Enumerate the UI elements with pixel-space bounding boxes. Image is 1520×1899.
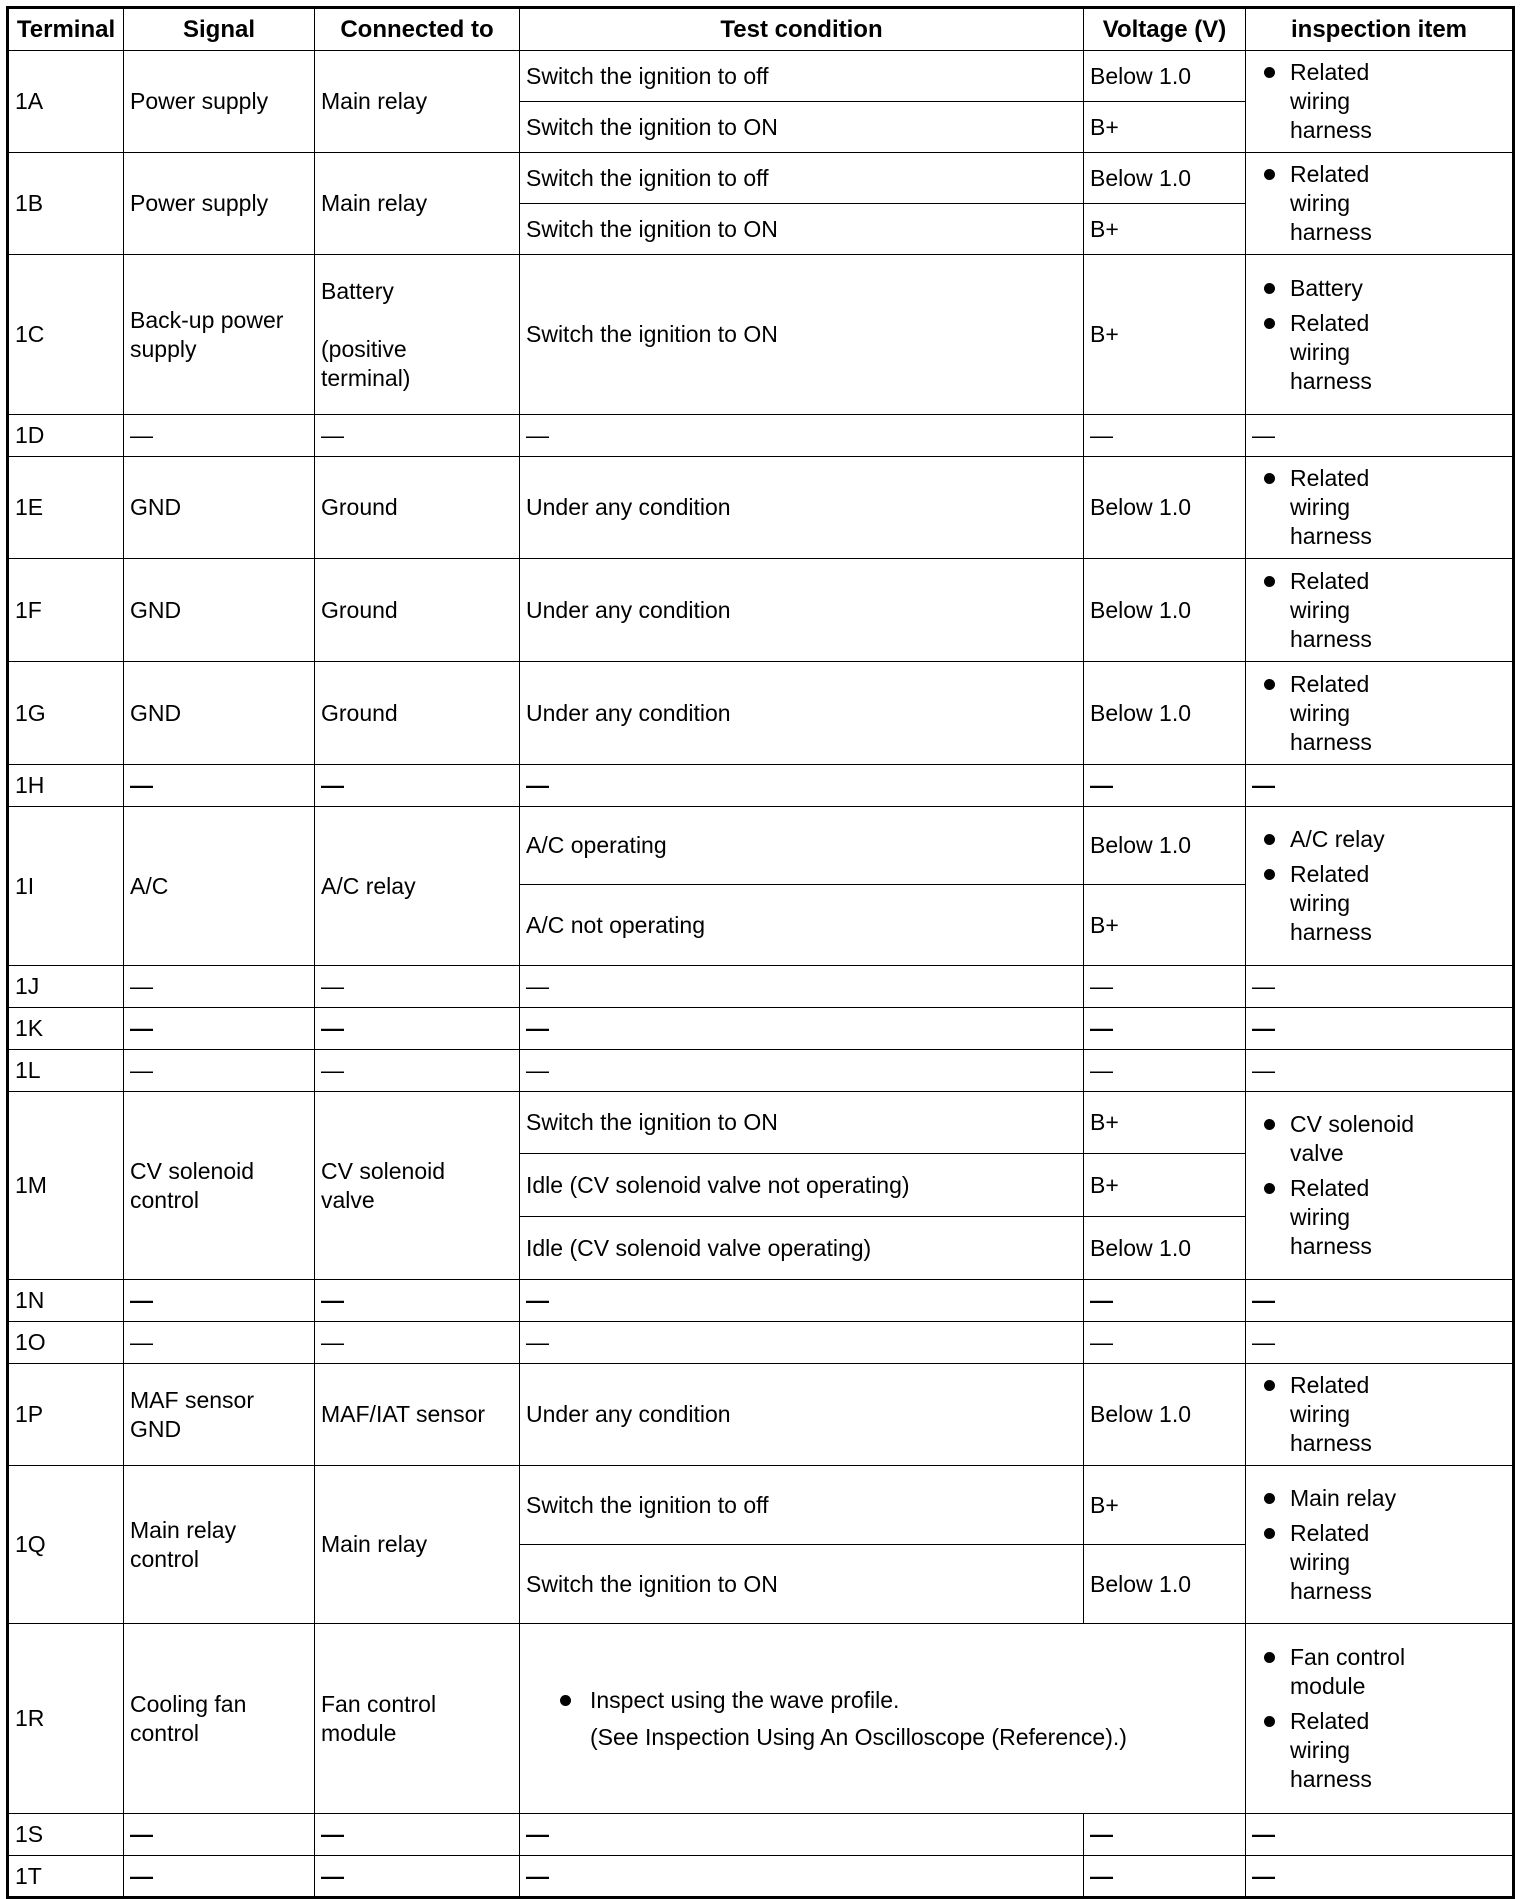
connected-to-cell: Ground [315,662,520,765]
signal-cell: Cooling fan control [124,1624,315,1814]
table-row [8,1322,1514,1364]
inspection-item-cell [1246,255,1514,415]
signal-cell: Power supply [124,51,315,153]
connected-to-cell: MAF/IAT sensor [315,1364,520,1466]
inspection-item-dash: — [1246,1856,1514,1898]
voltage-cell: Below 1.0 [1084,662,1246,765]
connected-to-dash: — [315,765,520,807]
test-condition-dash: — [520,1322,1084,1364]
inspection-item-dash: — [1246,1050,1514,1092]
test-condition-cell: A/C operating [520,807,1084,885]
terminal-cell: 1J [8,966,124,1008]
voltage-cell: B+ [1084,102,1246,153]
signal-dash: — [124,1280,315,1322]
header-terminal: Terminal [8,8,124,51]
test-condition-dash: — [520,1050,1084,1092]
inspection-item-list [1250,670,1506,757]
terminal-inspection-table [6,6,1515,1899]
voltage-cell: B+ [1084,1154,1246,1217]
voltage-cell: Below 1.0 [1084,1217,1246,1280]
voltage-cell: Below 1.0 [1084,457,1246,559]
inspection-item-cell [1246,1624,1514,1814]
signal-cell: Back-up power supply [124,255,315,415]
test-condition-cell: Switch the ignition to ON [520,255,1084,415]
connected-to-dash: — [315,1322,520,1364]
table-row [8,966,1514,1008]
terminal-cell: 1N [8,1280,124,1322]
inspection-item-list [1250,464,1506,551]
test-condition-cell: A/C not operating [520,885,1084,966]
signal-cell: GND [124,662,315,765]
inspection-item-cell [1246,807,1514,966]
signal-dash: — [124,765,315,807]
voltage-cell: Below 1.0 [1084,153,1246,204]
test-condition-cell: Switch the ignition to off [520,1466,1084,1545]
voltage-dash: — [1084,1280,1246,1322]
inspection-item: Main relay [1290,1484,1506,1513]
inspection-item: Related wiring harness [1290,1519,1506,1606]
inspection-item-cell [1246,662,1514,765]
voltage-dash: — [1084,1008,1246,1050]
wave-reference: (See Inspection Using An Oscilloscope (Reference).) [590,1723,1127,1750]
test-condition-dash: — [520,1814,1084,1856]
inspection-item: Battery [1290,274,1506,303]
inspection-item-dash: — [1246,1280,1514,1322]
voltage-cell: Below 1.0 [1084,807,1246,885]
connected-to-cell: Main relay [315,153,520,255]
wave-inspection-cell [520,1624,1246,1814]
connected-to-cell: Ground [315,457,520,559]
test-condition-cell: Idle (CV solenoid valve operating) [520,1217,1084,1280]
inspection-item: Related wiring harness [1290,58,1506,145]
connected-to-dash: — [315,1856,520,1898]
test-condition-cell: Under any condition [520,662,1084,765]
terminal-cell: 1B [8,153,124,255]
table-row [8,1008,1514,1050]
header-signal: Signal [124,8,315,51]
table-row [8,1466,1514,1545]
inspection-item-list [1250,1484,1506,1606]
connected-to-dash: — [315,1280,520,1322]
test-condition-cell: Switch the ignition to ON [520,1092,1084,1154]
table-row [8,807,1514,885]
inspection-item-dash: — [1246,1322,1514,1364]
table-row [8,1050,1514,1092]
voltage-dash: — [1084,1322,1246,1364]
voltage-dash: — [1084,765,1246,807]
test-condition-cell: Switch the ignition to off [520,153,1084,204]
signal-cell: MAF sensor GND [124,1364,315,1466]
inspection-item-list [1250,825,1506,947]
table-row [8,415,1514,457]
connected-to-cell: Main relay [315,51,520,153]
table-row [8,1624,1514,1814]
terminal-cell: 1M [8,1092,124,1280]
inspection-item: Related wiring harness [1290,670,1506,757]
table-row [8,1364,1514,1466]
terminal-cell: 1S [8,1814,124,1856]
inspection-item-list [1250,1643,1506,1794]
table-row [8,1092,1514,1154]
inspection-item-cell [1246,457,1514,559]
voltage-cell: Below 1.0 [1084,51,1246,102]
header-inspection-item: inspection item [1246,8,1514,51]
voltage-dash: — [1084,1050,1246,1092]
inspection-item-cell [1246,1092,1514,1280]
voltage-cell: B+ [1084,1092,1246,1154]
terminal-cell: 1P [8,1364,124,1466]
signal-cell: CV solenoid control [124,1092,315,1280]
table-row [8,1280,1514,1322]
voltage-cell: B+ [1084,1466,1246,1545]
test-condition-dash: — [520,1008,1084,1050]
signal-dash: — [124,1050,315,1092]
signal-cell: GND [124,559,315,662]
inspection-item-cell [1246,51,1514,153]
test-condition-dash: — [520,966,1084,1008]
inspection-item: Related wiring harness [1290,160,1506,247]
connected-to-dash: — [315,1814,520,1856]
terminal-cell: 1G [8,662,124,765]
inspection-item: Fan control module [1290,1643,1506,1701]
inspection-item-cell [1246,1364,1514,1466]
voltage-cell: Below 1.0 [1084,1364,1246,1466]
inspection-item-list [1250,160,1506,247]
terminal-cell: 1R [8,1624,124,1814]
test-condition-cell: Idle (CV solenoid valve not operating) [520,1154,1084,1217]
voltage-cell: B+ [1084,255,1246,415]
terminal-cell: 1K [8,1008,124,1050]
voltage-dash: — [1084,1856,1246,1898]
table-row [8,153,1514,204]
table-row [8,457,1514,559]
voltage-dash: — [1084,415,1246,457]
connected-to-cell: Main relay [315,1466,520,1624]
test-condition-dash: — [520,765,1084,807]
inspection-item-dash: — [1246,415,1514,457]
test-condition-cell: Switch the ignition to ON [520,204,1084,255]
signal-dash: — [124,1814,315,1856]
voltage-cell: B+ [1084,885,1246,966]
inspection-item-cell [1246,559,1514,662]
terminal-cell: 1L [8,1050,124,1092]
connected-to-cell: A/C relay [315,807,520,966]
voltage-cell: Below 1.0 [1084,559,1246,662]
inspection-item-cell [1246,153,1514,255]
voltage-dash: — [1084,966,1246,1008]
connected-to-dash: — [315,1050,520,1092]
inspection-item: Related wiring harness [1290,860,1506,947]
header-voltage: Voltage (V) [1084,8,1246,51]
table-row [8,662,1514,765]
test-condition-dash: — [520,1856,1084,1898]
table-row [8,255,1514,415]
terminal-cell: 1C [8,255,124,415]
connected-to-dash: — [315,415,520,457]
inspection-item: Related wiring harness [1290,464,1506,551]
terminal-cell: 1D [8,415,124,457]
signal-dash: — [124,1856,315,1898]
signal-cell: Power supply [124,153,315,255]
inspection-item-list [1250,1110,1506,1261]
inspection-item: A/C relay [1290,825,1506,854]
signal-dash: — [124,415,315,457]
inspection-item: Related wiring harness [1290,1707,1506,1794]
inspection-item: Related wiring harness [1290,309,1506,396]
connected-to-cell: CV solenoid valve [315,1092,520,1280]
terminal-cell: 1H [8,765,124,807]
test-condition-dash: — [520,415,1084,457]
test-condition-cell: Under any condition [520,559,1084,662]
inspection-item-dash: — [1246,1008,1514,1050]
signal-dash: — [124,1008,315,1050]
signal-cell: A/C [124,807,315,966]
signal-dash: — [124,966,315,1008]
table-row [8,1814,1514,1856]
inspection-item-list [1250,58,1506,145]
voltage-cell: Below 1.0 [1084,1545,1246,1624]
header-test-condition: Test condition [520,8,1084,51]
inspection-item: Related wiring harness [1290,567,1506,654]
terminal-cell: 1I [8,807,124,966]
connected-to-cell: Battery (positive terminal) [315,255,520,415]
voltage-cell: B+ [1084,204,1246,255]
wave-instruction: Inspect using the wave profile. [590,1686,1239,1715]
inspection-item: CV solenoid valve [1290,1110,1506,1168]
inspection-item-dash: — [1246,765,1514,807]
header-row [8,8,1514,51]
header-connected-to: Connected to [315,8,520,51]
inspection-item: Related wiring harness [1290,1174,1506,1261]
terminal-cell: 1T [8,1856,124,1898]
connected-to-dash: — [315,1008,520,1050]
test-condition-cell: Under any condition [520,1364,1084,1466]
connected-to-cell: Fan control module [315,1624,520,1814]
terminal-cell: 1O [8,1322,124,1364]
inspection-item-list [1250,1371,1506,1458]
inspection-item-cell [1246,1466,1514,1624]
signal-cell: Main relay control [124,1466,315,1624]
inspection-item-list [1250,567,1506,654]
test-condition-dash: — [520,1280,1084,1322]
terminal-cell: 1E [8,457,124,559]
signal-cell: GND [124,457,315,559]
connected-to-dash: — [315,966,520,1008]
inspection-item-dash: — [1246,1814,1514,1856]
table-row [8,51,1514,102]
test-condition-cell: Switch the ignition to ON [520,1545,1084,1624]
voltage-dash: — [1084,1814,1246,1856]
test-condition-cell: Under any condition [520,457,1084,559]
table-row [8,559,1514,662]
terminal-cell: 1Q [8,1466,124,1624]
inspection-item-dash: — [1246,966,1514,1008]
inspection-item: Related wiring harness [1290,1371,1506,1458]
terminal-cell: 1A [8,51,124,153]
test-condition-cell: Switch the ignition to ON [520,102,1084,153]
test-condition-cell: Switch the ignition to off [520,51,1084,102]
signal-dash: — [124,1322,315,1364]
table-row [8,765,1514,807]
connected-to-cell: Ground [315,559,520,662]
terminal-cell: 1F [8,559,124,662]
inspection-item-list [1250,274,1506,396]
table-row [8,1856,1514,1898]
